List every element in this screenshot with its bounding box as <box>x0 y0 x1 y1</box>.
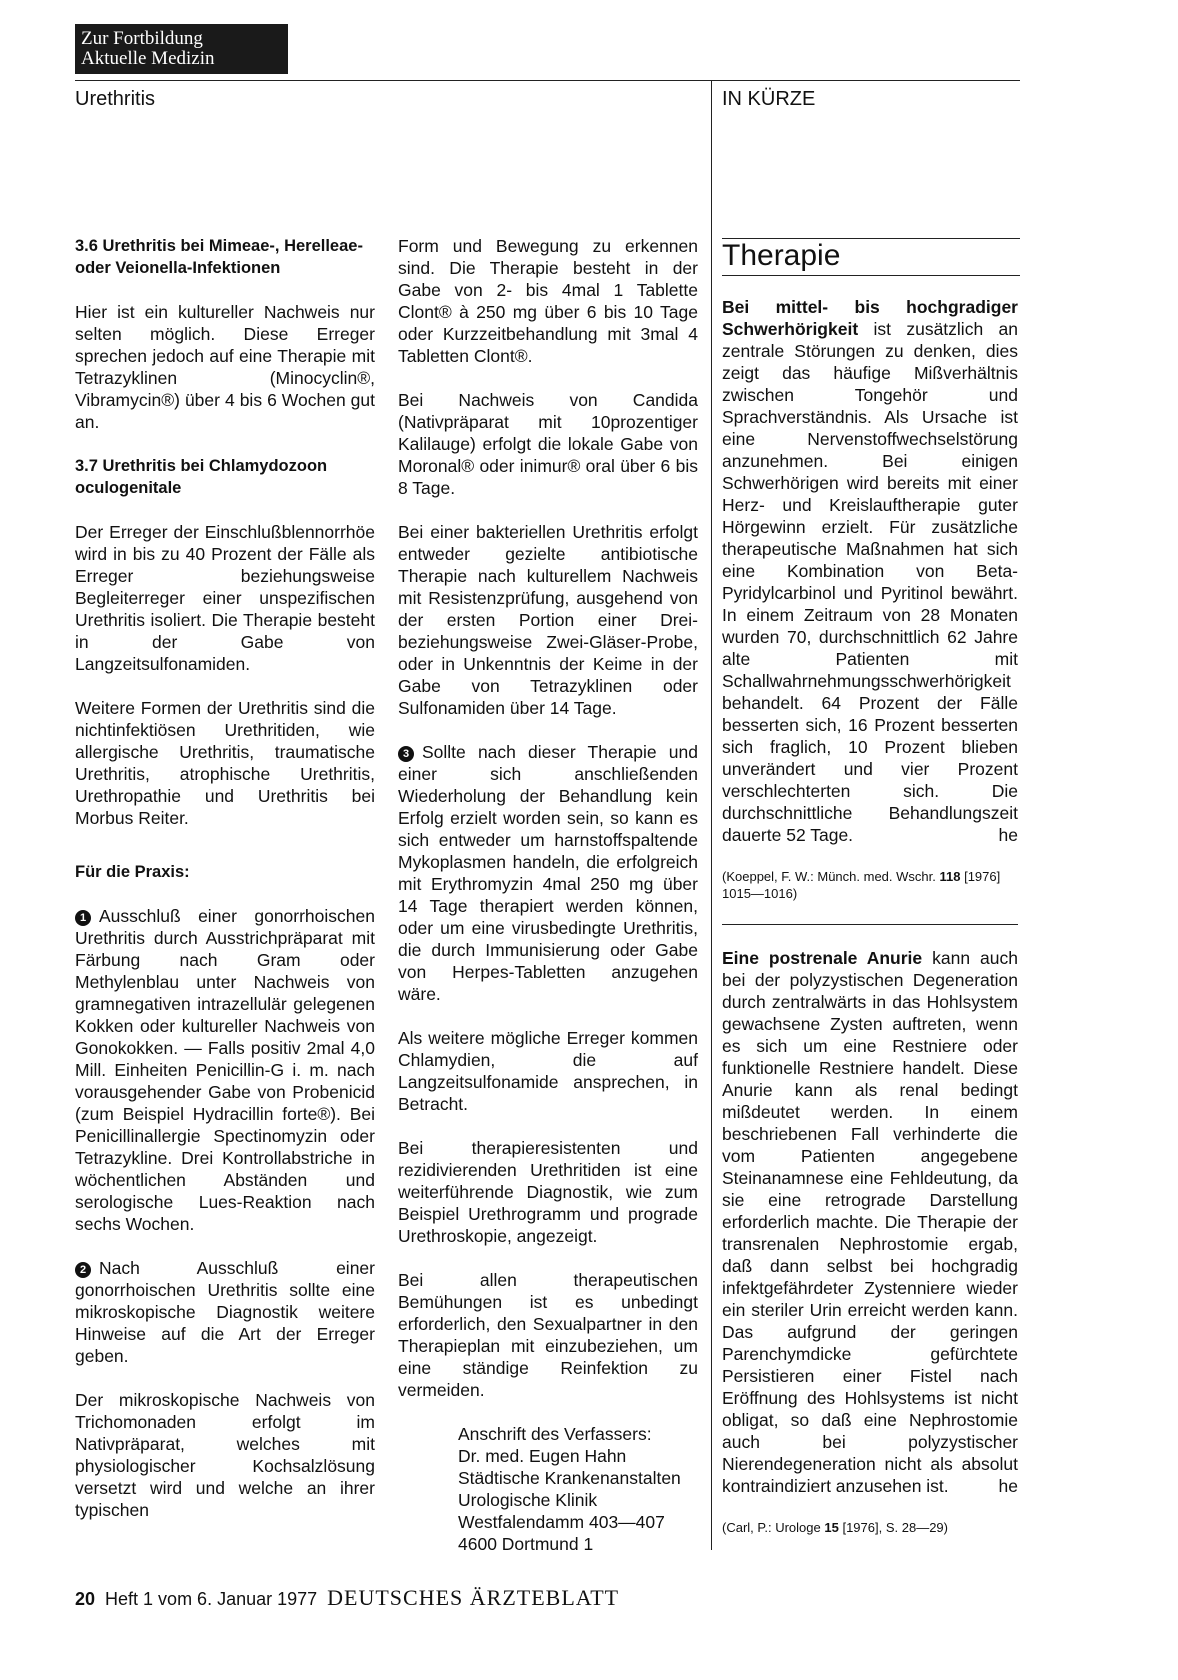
bullet-3-text: Sollte nach dieser Therapie und einer sich anschließenden Wiederholung der Behandlung kein Erfolg erzielt worden sein, so kann es sich entweder um harnstoffspaltende Mykoplasmen handeln, die erfolgreich mit Erythromyzin 4mal 250 mg über 14 Tage therapiert werden können, oder um eine virusbedingte Urethritis, die durch Immunisierung oder Gabe von Herpes-Tabletten anzugehen wäre. <box>398 742 698 1004</box>
page-footer <box>75 1585 619 1611</box>
text-schwerhoerigkeit: ist zusätzlich an zentrale Störungen zu denken, dies zeigt das häufige Mißverhältnis zwischen Tongehör und Sprachverständnis. Als Ursache ist eine Nervenstoffwechselstörung anzunehmen. Bei einigen Schwerhörigen wird bereits mit einer Herz- und Kreislauftherapie guter Hörgewinn erzielt. Für zusätzliche therapeutische Maßnahmen hat sich eine Kombination von Beta-Pyridylcarbinol und Pyritinol bewährt. In einem Zeitraum von 28 Monaten wurden 70, durchschnittlich 62 Jahre alte Patienten mit Schallwahrnehmungsschwerhörigkeit behandelt. 64 Prozent der Fälle besserten sich, 16 Prozent besserten sich fraglich, 10 Prozent blieben unverändert und vier Prozent verschlechterten sich. Die durchschnittliche Behandlungszeit dauerte 52 Tage. <box>722 319 1018 845</box>
paragraph-microscopy: Der mikroskopische Nachweis von Trichomonaden erfolgt im Nativpräparat, welches mit physiologischer Kochsalzlösung versetzt wird und welche an ihrer typischen <box>75 1390 375 1520</box>
column-left <box>75 235 375 1543</box>
citation-volume: 15 <box>824 1520 839 1535</box>
citation-text: (Koeppel, F. W.: Münch. med. Wschr. <box>722 869 936 884</box>
signoff-he: he <box>998 1476 1018 1496</box>
bullet-1-number: 1 <box>75 910 91 926</box>
address-line: Dr. med. Eugen Hahn <box>458 1446 627 1466</box>
paragraph-bacterial: Bei einer bakteriellen Urethritis erfolgt entweder gezielte antibiotische Therapie nach kulturellem Nachweis mit Resistenzprüfung, ausgehend von der ersten Portion einer Drei- beziehungsweise Zwei-Gläser-Probe, oder in Unkenntnis der Keime in der Gabe von Tetrazyklinen oder Sulfonamiden über 14 Tage. <box>398 522 698 718</box>
lead-schwerhoerigkeit: Bei mittel- bis hochgradiger Schwerhörigkeit <box>722 297 1018 339</box>
journal-name: DEUTSCHES ÄRZTEBLATT <box>327 1585 620 1610</box>
lead-anurie: Eine postrenale Anurie <box>722 948 923 968</box>
address-line: Westfalendamm 403—407 <box>458 1512 665 1532</box>
sidebar-divider <box>711 80 712 1550</box>
citation-carl <box>722 1519 1018 1536</box>
heading-3-6: 3.6 Urethritis bei Mimeae-, Herelleae- oder Veionella-Infektionen <box>75 237 363 277</box>
address-line: Urologische Klinik <box>458 1490 598 1510</box>
running-head-right: IN KÜRZE <box>722 88 816 110</box>
citation-text: (Carl, P.: Urologe <box>722 1520 821 1535</box>
bullet-3-number: 3 <box>398 746 414 762</box>
praxis-heading: Für die Praxis: <box>75 863 190 881</box>
paragraph-chlamydia: Als weitere mögliche Erreger kommen Chlamydien, die auf Langzeitsulfonamide ansprechen, in Betracht. <box>398 1028 698 1114</box>
issue-info: Heft 1 vom 6. Januar 1977 <box>105 1589 318 1609</box>
text-anurie: kann auch bei der polyzystischen Degeneration durch zentralwärts in das Hohlsystem gewachsene Zysten auftreten, wenn es sich um eine Restniere oder funktionelle Restniere handelt. Diese Anurie kann als renal bedingt mißdeutet werden. In einem beschriebenen Fall verhinderte die vom Patienten angegebene Steinanamnese eine Fehldeutung, da sie eine retrograde Darstellung erforderlich machte. Die Therapie der transrenalen Nephrostomie ergab, daß dann selbst bei hochgradig infektgefährdeter Zystenniere wieder ein steriler Urin erreicht werden kann. Das aufgrund der geringen Parenchymdicke gefürchtete Persistieren einer Fistel nach Eröffnung des Hohlsystems ist nicht obligat, so daß eine Nephrostomie auch bei polyzystischer Nierendegeneration nicht als absolut kontraindiziert anzusehen ist. <box>722 948 1018 1496</box>
bullet-2-text: Nach Ausschluß einer gonorrhoischen Urethritis sollte eine mikroskopische Diagnostik weitere Hinweise auf die Art der Erreger geben. <box>75 1258 375 1366</box>
running-head-left: Urethritis <box>75 88 156 110</box>
bullet-1 <box>75 905 375 1235</box>
address-line: 4600 Dortmund 1 <box>458 1534 594 1554</box>
column-right <box>722 238 1018 1558</box>
citation-pages: [1976], S. 28—29) <box>842 1520 948 1535</box>
section-label-box <box>75 24 288 74</box>
paragraph-resistant: Bei therapieresistenten und rezidivierenden Urethritiden ist eine weiterführende Diagnostik, wie zum Beispiel Urethrogramm und prograde Urethroskopie, angezeigt. <box>398 1138 698 1246</box>
header-rule <box>75 80 1020 81</box>
column-middle <box>398 235 698 1555</box>
page-number: 20 <box>75 1589 96 1609</box>
paragraph-trichomonas: Form und Bewegung zu erkennen sind. Die Therapie besteht in der Gabe von 2- bis 4mal 1 Tablette Clont® à 250 mg über 6 bis 10 Tage oder Kurzzeitbehandlung mit 3mal 4 Tabletten Clont®. <box>398 236 698 366</box>
paragraph-partner: Bei allen therapeutischen Bemühungen ist es unbedingt erforderlich, den Sexualpartner in den Therapieplan mit einzubeziehen, um eine ständige Reinfektion zu vermeiden. <box>398 1270 698 1400</box>
signoff-he: he <box>998 825 1018 845</box>
paragraph-3-7b: Weitere Formen der Urethritis sind die nichtinfektiösen Urethritiden, wie allergische Urethritis, traumatische Urethritis, atrophische Urethritis, Urethropathie und Urethritis bei Morbus Reiter. <box>75 698 375 828</box>
author-address <box>458 1423 698 1555</box>
citation-koeppel <box>722 868 1018 902</box>
address-line: Anschrift des Verfassers: <box>458 1424 652 1444</box>
bullet-2-number: 2 <box>75 1262 91 1278</box>
paragraph-3-6: Hier ist ein kultureller Nachweis nur selten möglich. Diese Erreger sprechen jedoch auf eine Therapie mit Tetrazyklinen (Minocyclin®, Vibramycin®) über 4 bis 6 Wochen gut an. <box>75 302 375 432</box>
bullet-3 <box>398 741 698 1005</box>
bullet-1-text: Ausschluß einer gonorrhoischen Urethritis durch Ausstrichpräparat mit Färbung nach Gram oder Methylenblau unter Nachweis von gramnegativen intrazellulär gelegenen Kokken oder kultureller Nachweis von Gonokokken. — Falls positiv 2mal 4,0 Mill. Einheiten Penicillin-G i. m. nach vorausgehender Gabe von Probenicid (zum Beispiel Hydracillin forte®). Bei Penicillinallergie Spectinomyzin oder Tetrazykline. Drei Kontrollabstriche in wöchentlichen Abständen und serologische Lues-Reaktion nach sechs Wochen. <box>75 906 375 1234</box>
citation-pages: [1976] 1015—1016) <box>722 869 1001 901</box>
paragraph-candida: Bei Nachweis von Candida (Nativpräparat mit 10prozentiger Kalilauge) erfolgt die lokale Gabe von Moronal® oder inimur® oral über 6 bis 8 Tage. <box>398 390 698 498</box>
paragraph-3-7a: Der Erreger der Einschlußblennorrhöe wird in bis zu 40 Prozent der Fälle als Erreger beziehungsweise Begleiterreger einer unspezifischen Urethritis isoliert. Die Therapie besteht in der Gabe von Langzeitsulfonamiden. <box>75 522 375 674</box>
section-label-line2: Aktuelle Medizin <box>81 48 215 69</box>
section-label-line1: Zur Fortbildung <box>81 28 203 49</box>
therapie-title: Therapie <box>722 239 841 272</box>
address-line: Städtische Krankenanstalten <box>458 1468 681 1488</box>
bullet-2 <box>75 1257 375 1367</box>
citation-rule <box>722 924 1018 925</box>
citation-volume: 118 <box>939 869 961 884</box>
paragraph-schwerhoerigkeit <box>722 296 1018 846</box>
heading-3-7: 3.7 Urethritis bei Chlamydozoon oculogenitale <box>75 457 328 497</box>
paragraph-anurie <box>722 947 1018 1497</box>
